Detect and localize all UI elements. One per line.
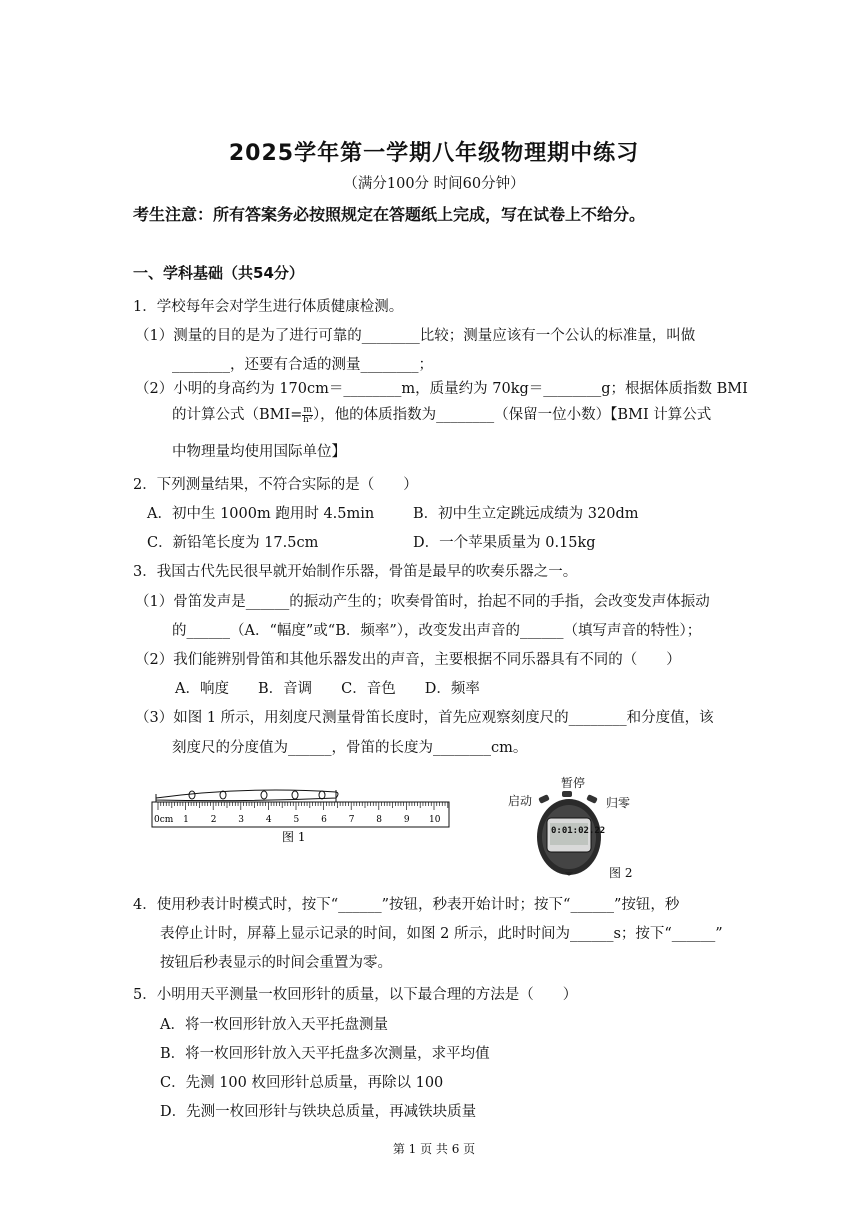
reset-label: 归零 <box>606 796 631 810</box>
q2-option-a: A．初中生 1000m 跑用时 4.5min <box>147 506 375 522</box>
q4-line1: 4．使用秒表计时模式时，按下“______”按钮，秒表开始计时；按下“______”按钮，秒 <box>133 897 680 913</box>
figure2-caption: 图 2 <box>609 866 633 880</box>
q5-option-d: D．先测一枚回形针与铁块总质量，再减铁块质量 <box>160 1104 477 1120</box>
q3-part1-line2: 的______（A．“幅度”或“B．频率”），改变发出声音的______（填写声音的特性）； <box>172 623 702 639</box>
page-title: 2025学年第一学期八年级物理期中练习 <box>228 141 640 166</box>
ruler-tick-label: 9 <box>403 815 410 825</box>
figure1-caption: 图 1 <box>282 830 306 844</box>
q5-stem: 5．小明用天平测量一枚回形针的质量，以下最合理的方法是（ ） <box>133 987 578 1003</box>
exam-info: （满分100分 时间60分钟） <box>343 176 525 192</box>
q2-option-d: D．一个苹果质量为 0.15kg <box>413 535 596 551</box>
q1-part2-line1: （2）小明的身高约为 170cm＝________m，质量约为 70kg＝________g；根据体质指数 BMI <box>135 381 748 397</box>
q3-part3-line1: （3）如图 1 所示，用刻度尺测量骨笛长度时，首先应观察刻度尺的________和分度值，该 <box>135 710 714 726</box>
ruler-unit-label: 0cm <box>154 815 174 825</box>
ruler-tick-label: 1 <box>183 815 189 825</box>
ruler-tick-label: 6 <box>321 815 327 825</box>
notice: 考生注意：所有答案务必按照规定在答题纸上完成，写在试卷上不给分。 <box>133 205 646 224</box>
q1-part2-line3: 中物理量均使用国际单位】 <box>172 444 346 460</box>
q3-part2-line1: （2）我们能辨别骨笛和其他乐器发出的声音，主要根据不同乐器具有不同的（ ） <box>135 652 681 668</box>
figure1-ruler <box>150 778 455 848</box>
ruler-tick-label: 5 <box>293 815 300 825</box>
q3-part1-line1: （1）骨笛发声是______的振动产生的；吹奏骨笛时，抬起不同的手指，会改变发声体振动 <box>135 594 710 610</box>
q2-option-b: B．初中生立定跳远成绩为 320dm <box>413 506 639 522</box>
q3-part2-options: A．响度 B．音调 C．音色 D．频率 <box>175 681 480 697</box>
start-label: 启动 <box>508 794 533 808</box>
ruler-tick-label: 4 <box>265 815 272 825</box>
q2-stem: 2．下列测量结果，不符合实际的是（ ） <box>133 477 418 493</box>
ruler-tick-label: 10 <box>429 815 441 825</box>
q4-line2: 表停止计时，屏幕上显示记录的时间，如图 2 所示，此时时间为______s；按下“______” <box>160 926 723 942</box>
bmi-formula-suffix: ），他的体质指数为________（保留一位小数）【BMI 计算公式 <box>312 407 712 423</box>
q1-part1-line1: （1）测量的目的是为了进行可靠的________比较；测量应该有一个公认的标准量，叫做 <box>135 328 696 344</box>
q3-stem: 3．我国古代先民很早就开始制作乐器，骨笛是最早的吹奏乐器之一。 <box>133 564 578 580</box>
stopwatch-display: 0:01:02.22 <box>551 826 606 836</box>
bmi-numerator: m <box>303 404 312 415</box>
q5-option-b: B．将一枚回形针放入天平托盘多次测量，求平均值 <box>160 1046 490 1062</box>
bmi-fraction <box>302 406 313 425</box>
q2-option-c: C．新铅笔长度为 17.5cm <box>147 535 319 551</box>
ruler-tick-label: 8 <box>376 815 383 825</box>
section-heading: 一、学科基础（共54分） <box>133 264 304 282</box>
ruler-tick-label: 3 <box>238 815 245 825</box>
bmi-formula-prefix: 的计算公式（BMI= <box>172 407 303 423</box>
figure2-stopwatch <box>505 770 640 880</box>
q5-option-c: C．先测 100 枚回形针总质量，再除以 100 <box>160 1075 444 1091</box>
q1-part2-line2 <box>172 403 711 425</box>
pause-label: 暂停 <box>561 776 586 790</box>
ruler-tick-label: 2 <box>210 815 217 825</box>
ruler-tick-label: 7 <box>348 815 355 825</box>
q4-line3: 按钮后秒表显示的时间会重置为零。 <box>160 955 392 971</box>
bmi-denominator: h² <box>302 414 313 425</box>
q1-part1-line2: ________，还要有合适的测量________； <box>172 357 433 373</box>
q3-part3-line2: 刻度尺的分度值为______，骨笛的长度为________cm。 <box>172 740 528 756</box>
q1-stem: 1．学校每年会对学生进行体质健康检测。 <box>133 299 404 315</box>
page-number: 第 1 页 共 6 页 <box>392 1142 476 1156</box>
q5-option-a: A．将一枚回形针放入天平托盘测量 <box>160 1017 388 1033</box>
